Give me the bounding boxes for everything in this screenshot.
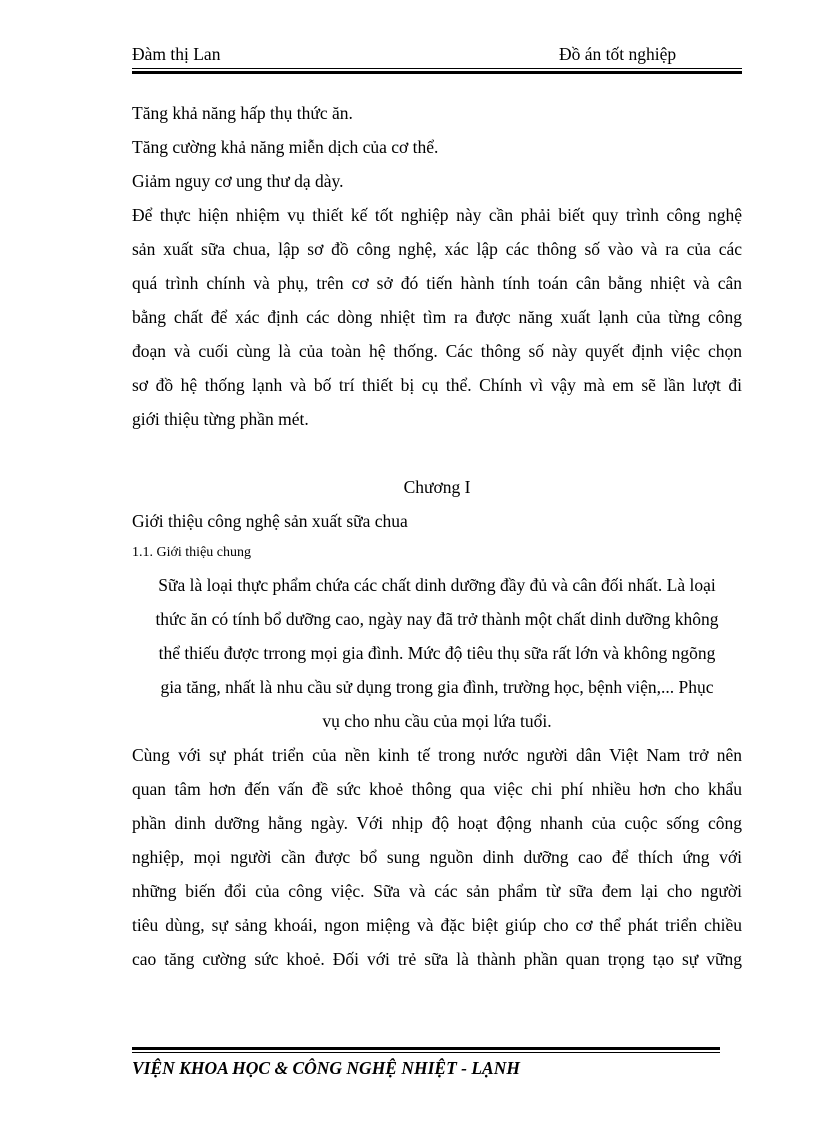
header-rule-thick	[132, 71, 742, 74]
footer-rule-thin	[132, 1052, 720, 1053]
centered-line: Sữa là loại thực phẩm chứa các chất dinh dưỡng đầy đủ và cân đối nhất. Là loại	[158, 575, 716, 595]
centered-line: vụ cho nhu cầu của mọi lứa tuổi.	[322, 711, 552, 731]
footer-institute: VIỆN KHOA HỌC & CÔNG NGHỆ NHIỆT - LẠNH	[132, 1058, 520, 1078]
centered-line: thể thiếu được trrong mọi gia đình. Mức độ tiêu thụ sữa rất lớn và không ngõng	[158, 643, 716, 663]
intro-line: Tăng cường khả năng miễn dịch của cơ thể.	[132, 137, 439, 157]
page-body	[132, 96, 742, 976]
chapter-subtitle: Giới thiệu công nghệ sản xuất sữa chua	[132, 511, 408, 531]
paragraph-line: quan tâm hơn đến vấn đề sức khoẻ thông qua việc chi phí nhiều hơn cho khẩu	[132, 779, 742, 799]
header-doc-type: Đồ án tốt nghiệp	[559, 44, 677, 64]
paragraph-line: Cùng với sự phát triển của nền kinh tế trong nước người dân Việt Nam trở nên	[132, 745, 742, 765]
header-rule-thin	[132, 68, 742, 69]
page-header	[132, 44, 742, 68]
paragraph-line: nghiệp, mọi người cần được bổ sung nguồn dinh dưỡng cao để thích ứng với	[132, 847, 742, 867]
spacer	[132, 436, 742, 470]
header-author: Đàm thị Lan	[132, 44, 221, 64]
intro-line: bằng chất để xác định các dòng nhiệt tìm ra được năng xuất lạnh của từng công	[132, 307, 742, 327]
intro-line: sơ đồ hệ thống lạnh và bố trí thiết bị cụ thể. Chính vì vậy mà em sẽ lần lượt đi	[132, 375, 742, 395]
section-heading: 1.1. Giới thiệu chung	[132, 545, 251, 560]
footer-rule-thick	[132, 1047, 720, 1050]
intro-line: Để thực hiện nhiệm vụ thiết kế tốt nghiệp này cần phải biết quy trình công nghệ	[132, 205, 742, 225]
paragraph-line: cao tăng cường sức khoẻ. Đối với trẻ sữa là thành phần quan trọng tạo sự vững	[132, 949, 742, 969]
chapter-title: Chương I	[403, 477, 471, 497]
paragraph-line: phần dinh dưỡng hằng ngày. Với nhịp độ hoạt động nhanh của cuộc sống công	[132, 813, 742, 833]
paragraph-line: những biến đổi của công việc. Sữa và các sản phẩm từ sữa đem lại cho người	[132, 881, 742, 901]
intro-line: Tăng khả năng hấp thụ thức ăn.	[132, 103, 353, 123]
paragraph-line: tiêu dùng, sự sảng khoái, ngon miệng và đặc biệt giúp cho cơ thể phát triển chiều	[132, 915, 742, 935]
intro-line: quá trình chính và phụ, trên cơ sở đó tiến hành tính toán cân bằng nhiệt và cân	[132, 273, 742, 293]
intro-line: sản xuất sữa chua, lập sơ đồ công nghệ, xác lập các thông số vào và ra của các	[132, 239, 742, 259]
centered-line: thức ăn có tính bổ dưỡng cao, ngày nay đã trở thành một chất dinh dưỡng không	[155, 609, 719, 629]
intro-line: giới thiệu từng phần mét.	[132, 409, 309, 429]
intro-line: đoạn và cuối cùng là của toàn hệ thống. Các thông số này quyết định việc chọn	[132, 341, 742, 361]
centered-line: gia tăng, nhất là nhu cầu sử dụng trong gia đình, trường học, bệnh viện,... Phục	[160, 677, 714, 697]
intro-line: Giảm nguy cơ ung thư dạ dày.	[132, 171, 344, 191]
